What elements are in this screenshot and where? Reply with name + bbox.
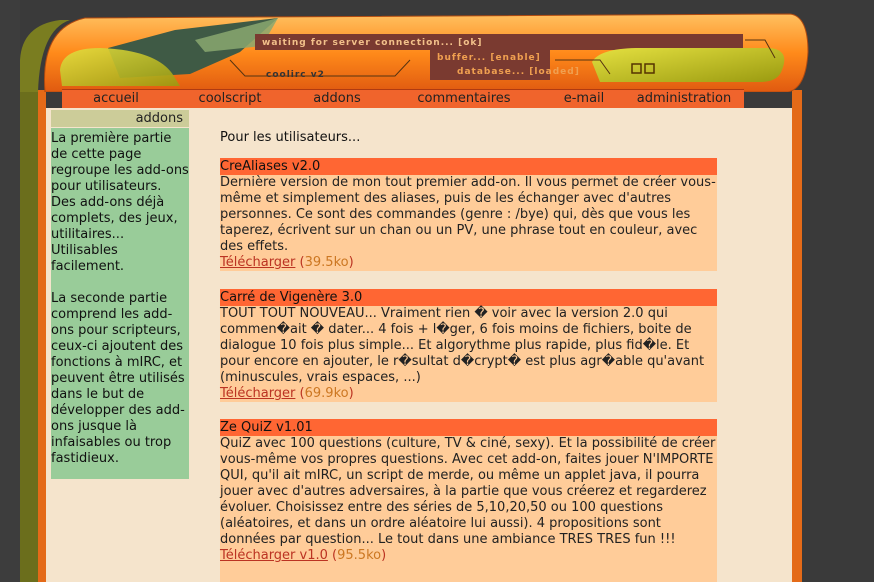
sidebar-paragraph: La première partie de cette page regroupe les add-ons pour utilisateurs. Des add-ons déjà complets, des jeux, utilitaires... Utilisables facilement. <box>51 131 189 274</box>
download-link[interactable]: Télécharger <box>220 386 296 401</box>
frame-right-dark <box>802 90 874 582</box>
file-size: 69.9ko <box>304 386 349 401</box>
nav-administration[interactable]: administration <box>636 91 732 106</box>
file-size: 39.5ko <box>304 255 349 270</box>
addon-download-line: Télécharger v1.0 (95.5ko) <box>220 548 387 563</box>
frame-left-olive <box>20 90 38 582</box>
addon-download-line: Télécharger (39.5ko) <box>220 255 354 270</box>
nav-addons[interactable]: addons <box>313 91 361 106</box>
server-status-text: waiting for server connection... [ok] <box>262 38 483 48</box>
nav-email[interactable]: e-mail <box>563 91 605 106</box>
nav-commentaires[interactable]: commentaires <box>417 91 511 106</box>
frame-left-orange <box>38 90 46 582</box>
nav-coolscript[interactable]: coolscript <box>198 91 262 106</box>
sidebar-paragraph: La seconde partie comprend les add-ons pour scripteurs, ceux-ci ajoutent des fonctions à mIRC, et peuvent être utilisés dans le but de développer des add-ons jusque là infaisables ou trop fastidieux. <box>51 291 185 466</box>
frame-right-orange <box>792 90 802 582</box>
addon-description: TOUT TOUT NOUVEAU... Vraiment rien � voir avec la version 2.0 qui commen�ait � dater... 4 fois + l�ger, 6 fois moins de fichiers, boite de dialogue 10 fois plus simple... Et algorythme plus rapide, plus fid�le. Et pour encore en ajouter, le r�sultat d�crypt� est plus agr�able qu'avant (minuscules, vrais espaces, ...) <box>220 306 705 385</box>
addon-description: Dernière version de mon tout premier add-on. Il vous permet de créer vous-même et simplement des aliases, puis de les échanger avec d'autres personnes. Ce sont des commandes (genre : /bye) qui, dès que vous les taperez, écrivent sur un chan ou un PV, une phrase tout en couleur, avec des effets. <box>220 175 716 254</box>
content-area <box>46 108 792 582</box>
nav-accueil[interactable]: accueil <box>93 91 139 106</box>
addon-title: Ze QuiZ v1.01 <box>220 419 717 436</box>
addon-description: QuiZ avec 100 questions (culture, TV & ciné, sexy). Et la possibilité de créer vous-même vos propres questions. Avec cet add-on, faites jouer N'IMPORTE QUI, qu'il ait mIRC, un script de merde, ou même un applet java, il pourra jouer avec d'autres adversaires, à la partie que vous créerez et regarderez évoluer. Choisissez entre des séries de 5,10,20,50 ou 100 questions (aléatoires, et dans un ordre aléatoire lui aussi). 4 propositions sont données par question... Le tout dans une ambiance TRES TRES fun !!! <box>220 436 716 547</box>
buffer-status-text: buffer... [enable] <box>437 53 541 63</box>
sidebar-title: addons <box>51 110 189 127</box>
database-status-text: database... [loaded] <box>457 67 580 77</box>
addon-title: CreAliases v2.0 <box>220 158 717 175</box>
brand-label: coolirc v2 <box>266 70 325 80</box>
download-link[interactable]: Télécharger <box>220 255 296 270</box>
section-intro: Pour les utilisateurs... <box>220 130 361 145</box>
addon-title: Carré de Vigenère 3.0 <box>220 289 717 306</box>
download-link[interactable]: Télécharger v1.0 <box>220 548 328 563</box>
addon-card <box>220 289 717 402</box>
addon-card <box>220 419 717 582</box>
file-size: 95.5ko <box>337 548 382 563</box>
addon-card <box>220 158 717 271</box>
main-nav <box>62 89 744 109</box>
addon-download-line: Télécharger (69.9ko) <box>220 386 354 401</box>
sidebar <box>51 128 189 479</box>
